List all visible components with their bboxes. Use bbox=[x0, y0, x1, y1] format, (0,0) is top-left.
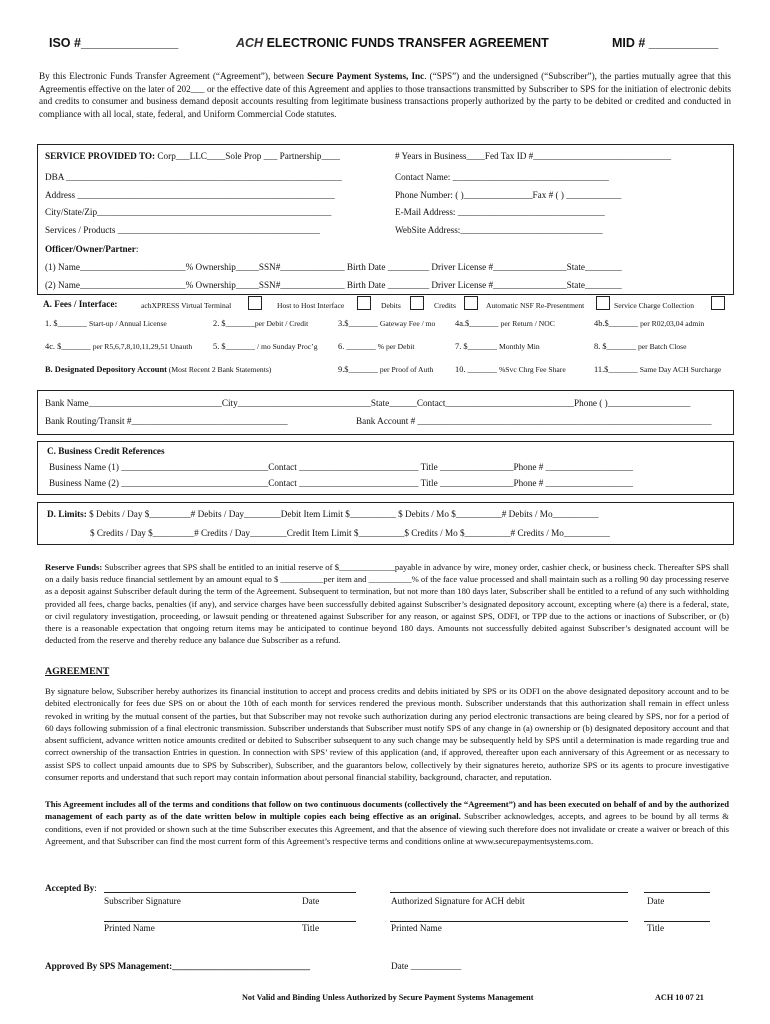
reserve-funds-paragraph bbox=[45, 561, 729, 646]
reference-1-row[interactable]: Business Name (1) ________________________________Contact __________________________ Title ________________Phone # ___________________ bbox=[49, 462, 633, 472]
fee-item-9[interactable]: 9.$_______ per Proof of Auth bbox=[338, 365, 434, 374]
agreement-paragraph: By signature below, Subscriber hereby authorizes its financial institution to accept and process credits and debits initiated by SPS or its ODFI on the above designated depository account and to be debited electronically for fees due SPS on or about the 10th of each month for services rendered the previous month. Subscriber understands that this authorization shall remain in effect unless revoked in writing by the mutual consent of the parties, but that Subscriber may not revoke such authorization during any period electronic transactions are being cleared by SPS, nor for a period of 60 days following submission of a final electronic transmission. Subscriber understands that Subscriber must notify SPS of any change in (a) ownership or (b) designated depository account and that absent sufficient, advance written notice amounts credited or debited to Subscriber subsequent to any such change may be subsequently held by SPS until a determination is made regarding true and correct ownership of the transaction Entries in question. In connection with SPS’ review of this application (and, if approved, thereafter upon each anniversary of this Agreement or as necessary to assist SPS to collect unpaid amounts due to SPS by Subscriber), Subscriber, and the guarantors below, collectively by their signatures hereto, authorize SPS or its agents to procure investigative consumer reports and understand that such report may contain information about personal financial stability, background, character, and reputation. bbox=[45, 686, 729, 783]
printed-name-line-1[interactable] bbox=[104, 921, 314, 922]
fee-item-11[interactable]: 11.$_______ Same Day ACH Surcharge bbox=[594, 365, 722, 374]
accepted-by-label: Accepted By: bbox=[45, 883, 97, 893]
approved-by-sps-field[interactable]: Approved By SPS Management:______________________________ bbox=[45, 961, 310, 971]
authorized-date-line[interactable] bbox=[644, 892, 710, 893]
depository-account-label bbox=[45, 365, 271, 374]
bank-name-row[interactable]: Bank Name_____________________________City_____________________________State______Contact____________________________Phone ( )__________________ bbox=[45, 398, 691, 408]
intro-lead: By this Electronic Funds Transfer Agreement (“Agreement”), between bbox=[39, 71, 308, 81]
fee-item-10[interactable]: 10. _______ %Svc Chrg Fee Share bbox=[455, 365, 566, 374]
printed-name-line-2[interactable] bbox=[390, 921, 628, 922]
dba-field[interactable]: DBA ____________________________________________________________ bbox=[45, 172, 342, 182]
fee-item-3[interactable]: 3.$_______ Gateway Fee / mo bbox=[338, 319, 436, 328]
email-field[interactable]: E-Mail Address: ________________________________ bbox=[395, 207, 605, 217]
bank-account-field[interactable]: Bank Account # ________________________________________________________________ bbox=[356, 416, 712, 426]
bank-box bbox=[37, 390, 734, 435]
reserve-label: Reserve Funds: bbox=[45, 562, 103, 572]
fee-item-1[interactable]: 1. $_______ Start-up / Annual License bbox=[45, 319, 167, 328]
entity-type-options[interactable]: Corp___LLC____Sole Prop ___ Partnership____ bbox=[155, 151, 340, 161]
website-field[interactable]: WebSite Address:_______________________________ bbox=[395, 225, 603, 235]
date-label-2: Date bbox=[647, 896, 665, 906]
checkbox-service-charge[interactable] bbox=[711, 296, 725, 310]
fee-item-7[interactable]: 7. $_______ Monthly Min bbox=[455, 342, 540, 351]
depository-label-text: B. Designated Depository Account bbox=[45, 365, 167, 374]
authorized-signature-line[interactable] bbox=[390, 892, 628, 893]
phone-fax-field[interactable]: Phone Number: ( )_______________Fax # ( ) ____________ bbox=[395, 190, 622, 200]
limits-label: D. Limits: bbox=[47, 509, 87, 519]
title-label-1: Title bbox=[302, 923, 320, 933]
officer-owner-label bbox=[45, 244, 138, 254]
years-taxid-field[interactable]: # Years in Business____Fed Tax ID #______________________________ bbox=[395, 151, 672, 161]
agreement-bold-text: This Agreement includes all of the terms and conditions that follow on two continuous documents (collectively the “Agreement”) and has been executed on behalf of and by the authorized management of each party as of the date written below in multiple copies each being effective as an original. bbox=[45, 799, 729, 822]
mid-number-field[interactable]: MID # __________ bbox=[612, 36, 719, 50]
service-label: SERVICE PROVIDED TO: bbox=[45, 151, 156, 161]
city-state-zip-field[interactable]: City/State/Zip___________________________________________________ bbox=[45, 207, 332, 217]
owner-2-row[interactable]: (2) Name_______________________% Ownership_____SSN#______________ Birth Date _________ Driver License #________________State________ bbox=[45, 280, 622, 290]
option-nsf-represent: Automatic NSF Re-Presentment bbox=[486, 301, 585, 310]
title-text: ELECTRONIC FUNDS TRANSFER AGREEMENT bbox=[263, 36, 549, 50]
ach-logo-text: ACH bbox=[236, 36, 264, 50]
fee-item-8[interactable]: 8. $_______ per Batch Close bbox=[594, 342, 687, 351]
officer-colon: : bbox=[135, 244, 139, 254]
option-virtual-terminal: achXPRESS Virtual Terminal bbox=[141, 301, 232, 310]
agreement-heading: AGREEMENT bbox=[45, 666, 110, 677]
agreement-terms-paragraph bbox=[45, 798, 729, 847]
owner-1-row[interactable]: (1) Name_______________________% Ownership_____SSN#______________ Birth Date _________ Driver License #________________State________ bbox=[45, 262, 622, 272]
limits-row-1[interactable] bbox=[47, 509, 598, 519]
checkbox-debits[interactable] bbox=[410, 296, 424, 310]
subscriber-signature-label: Subscriber Signature bbox=[104, 896, 181, 906]
checkbox-credits[interactable] bbox=[464, 296, 478, 310]
title-line-1[interactable] bbox=[302, 921, 356, 922]
agreement-rest-text: Subscriber acknowledges, accepts, and agrees to be bound by all terms & conditions, even if not provided or shown such at the time Subscriber executes this Agreement, and that the absence of viewing such therefore does not invalidate or create a waiver or breach of this Agreement, and that Subscriber can find the most current form of this Agreement’s respective terms and conditions online at www.securepaymentsystems.com. bbox=[45, 811, 729, 846]
approval-date-field[interactable]: Date ___________ bbox=[391, 961, 462, 971]
fee-item-6[interactable]: 6. _______ % per Debit bbox=[338, 342, 415, 351]
fee-item-4a[interactable]: 4a.$_______ per Return / NOC bbox=[455, 319, 555, 328]
reserve-text: Subscriber agrees that SPS shall be entitled to an initial reserve of $_____________payable in advance by wire, money order, cashier check, or business check. Thereafter SPS shall on a daily basis reduce financial settlement by an amount equal to $ __________per item and __________% of the face value processed and shall maintain such as a rolling 90 day processing reserve as a deposit against Subscriber default during the term of the Agreement. Subsequent to termination, but not more than 180 days later, Subscriber shall be entitled to a refund of any such withholding provided all fees, charge backs, penalties (if any), and service charges have been successfully debited against Subscriber’s designated depository account, excepting where (a) there is a federal, state, or civil regulatory investigation, proceeding, or lawsuit pending or threatened against Subscriber for any reason, or against SPS, ODFI, or TPP due to the actions or inactions of Subscriber, or (b) there is a reasonable expectation that ongoing return items may be anticipated to continue beyond 180 days. Amounts not successfully debited against Subscriber’s designated account will be deducted from the reserve and thereby reduce any balance due Subscriber as a refund. bbox=[45, 562, 729, 646]
service-provided-row bbox=[45, 151, 340, 161]
limits-row-2[interactable]: $ Credits / Day $_________# Credits / Day________Credit Item Limit $__________$ Credits / Mo $__________# Credits / Mo__________ bbox=[90, 528, 610, 538]
option-credits: Credits bbox=[434, 301, 456, 310]
services-products-field[interactable]: Services / Products ____________________________________________ bbox=[45, 225, 320, 235]
intro-rest: . (“SPS”) and the undersigned (“Subscriber”), the parties mutually agree that this Agreementis effective on the later of 202___ or the effective date of this Agreement and applies to those transactions transmitted by Subscriber to SPS for the initiation of electronic debits and credits to consumer and business demand deposit accounts resulting from legitimate business transactions properly authorized by the party to be debited or credited and conducted in compliance with all local, state, federal, and Uniform Commercial Code statutes. bbox=[39, 71, 731, 119]
document-title bbox=[236, 36, 549, 50]
fee-item-2[interactable]: 2. $_______per Debit / Credit bbox=[213, 319, 309, 328]
authorized-signature-label: Authorized Signature for ACH debit bbox=[391, 896, 525, 906]
depository-note: (Most Recent 2 Bank Statements) bbox=[166, 365, 272, 374]
subscriber-date-line[interactable] bbox=[302, 892, 356, 893]
debit-limits[interactable]: $ Debits / Day $_________# Debits / Day________Debit Item Limit $__________ $ Debits / Mo $__________# Debits / Mo__________ bbox=[86, 509, 599, 519]
title-label-2: Title bbox=[647, 923, 665, 933]
option-host-interface: Host to Host Interface bbox=[277, 301, 345, 310]
address-field[interactable]: Address ________________________________________________________ bbox=[45, 190, 335, 200]
reference-2-row[interactable]: Business Name (2) ________________________________Contact __________________________ Title ________________Phone # ___________________ bbox=[49, 478, 633, 488]
form-code: ACH 10 07 21 bbox=[655, 993, 704, 1002]
printed-name-label-2: Printed Name bbox=[391, 923, 442, 933]
fee-item-4b[interactable]: 4b.$_______ per R02,03,04 admin bbox=[594, 319, 705, 328]
title-line-2[interactable] bbox=[644, 921, 710, 922]
checkbox-host-interface[interactable] bbox=[357, 296, 371, 310]
checkbox-nsf-represent[interactable] bbox=[596, 296, 610, 310]
fee-item-4c[interactable]: 4c. $_______ per R5,6,7,8,10,11,29,51 Unauth bbox=[45, 342, 193, 351]
option-service-charge: Service Charge Collection bbox=[614, 301, 694, 310]
company-name: Secure Payment Systems, Inc bbox=[307, 71, 425, 81]
iso-number-field[interactable]: ISO #______________ bbox=[49, 36, 179, 50]
checkbox-virtual-terminal[interactable] bbox=[248, 296, 262, 310]
contact-name-field[interactable]: Contact Name: __________________________________ bbox=[395, 172, 609, 182]
credit-references-label: C. Business Credit References bbox=[47, 446, 165, 456]
service-box bbox=[37, 144, 734, 295]
fee-item-5[interactable]: 5. $_______ / mo Sunday Proc’g bbox=[213, 342, 318, 351]
officer-label-text: Officer/Owner/Partner bbox=[45, 244, 136, 254]
footer-note: Not Valid and Binding Unless Authorized by Secure Payment Systems Management bbox=[242, 993, 534, 1002]
bank-routing-field[interactable]: Bank Routing/Transit #__________________________________ bbox=[45, 416, 288, 426]
fees-interface-label: A. Fees / Interface: bbox=[43, 299, 118, 309]
intro-paragraph bbox=[39, 70, 731, 120]
subscriber-signature-line[interactable] bbox=[104, 892, 314, 893]
printed-name-label-1: Printed Name bbox=[104, 923, 155, 933]
date-label-1: Date bbox=[302, 896, 320, 906]
option-debits: Debits bbox=[381, 301, 401, 310]
